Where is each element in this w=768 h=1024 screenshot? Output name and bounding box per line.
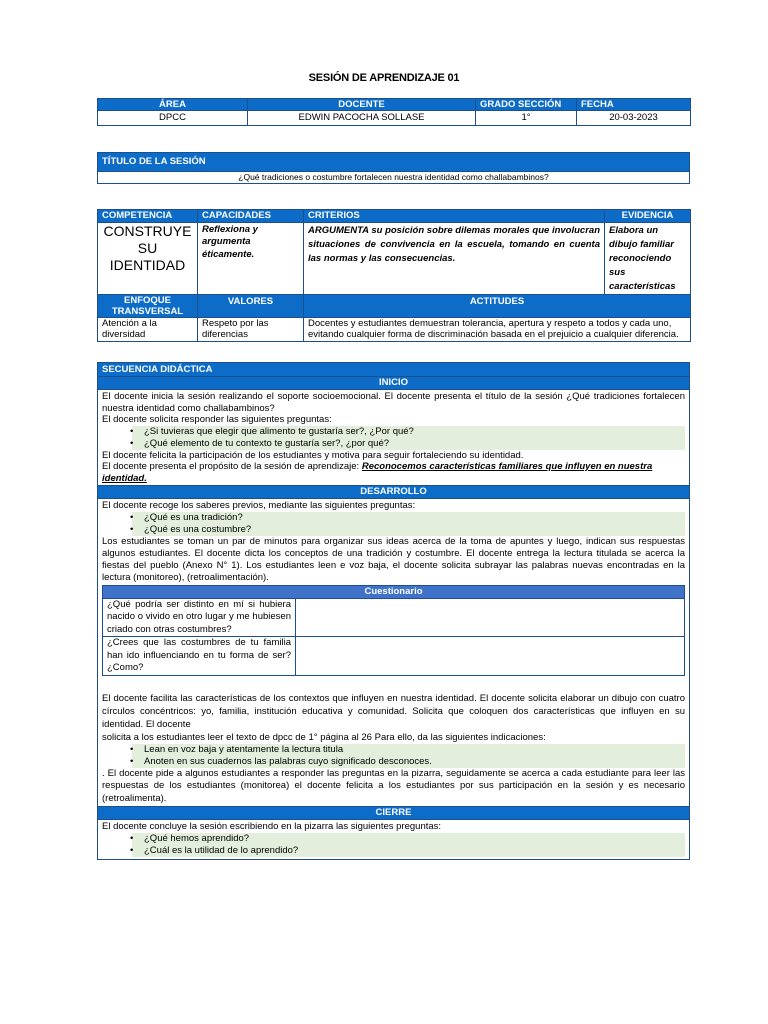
purpose-intro: El docente presenta el propósito de la sesión de aprendizaje: xyxy=(102,461,360,472)
evidencia-header: EVIDENCIA xyxy=(605,210,691,223)
cuestionario-table xyxy=(102,585,685,676)
secuencia-header: SECUENCIA DIDÁCTICA xyxy=(98,363,690,377)
cierre-bullet: • ¿Cuál es la utilidad de lo aprendido? xyxy=(132,845,685,857)
desarrollo-bullet: • Anoten en sus cuadernos las palabras cuyo significado desconoces. xyxy=(132,756,685,768)
enfoque-header: ENFOQUE TRANSVERSAL xyxy=(98,294,198,317)
document-title: SESIÓN DE APRENDIZAJE 01 xyxy=(308,72,460,84)
actitudes-header: ACTITUDES xyxy=(304,294,691,317)
session-info-table xyxy=(97,98,691,126)
evidencia-value: Elabora un dibujo familiar reconociendo sus características xyxy=(605,222,691,294)
cierre-header: CIERRE xyxy=(98,807,690,820)
inicio-bullet: • ¿Si tuvieras que elegir que alimento te gustaría ser?, ¿Por qué? xyxy=(132,426,685,438)
cuestionario-question-1: ¿Qué podría ser distinto en mí si hubiera nacido o vivido en otro lugar y me hubiesen criado con otras costumbres? xyxy=(103,598,296,637)
inicio-paragraph-2: El docente solicita responder las siguientes preguntas: xyxy=(102,414,332,425)
docente-value: EDWIN PACOCHA SOLLASE xyxy=(248,111,476,126)
area-header: ÁREA xyxy=(98,99,248,111)
desarrollo-bullet: • Lean en voz baja y atentamente la lectura titula xyxy=(132,744,685,756)
desarrollo-bullet: • ¿Qué es una costumbre? xyxy=(132,524,685,536)
session-title-header: TÍTULO DE LA SESIÓN xyxy=(98,153,690,172)
cuestionario-answer-2[interactable] xyxy=(296,637,685,676)
secuencia-table xyxy=(97,362,690,860)
desarrollo-paragraph-1: El docente recoge los saberes previos, mediante las siguientes preguntas: xyxy=(102,500,416,511)
desarrollo-paragraph-4: solicita a los estudiantes leer el texto de dpcc de 1° página al 26 Para ello, da las siguientes indicaciones: xyxy=(102,731,546,743)
grado-header: GRADO SECCIÓN xyxy=(476,99,577,111)
area-value: DPCC xyxy=(98,111,248,126)
actitudes-value: Docentes y estudiantes demuestran tolerancia, apertura y respeto a todos y cada uno, evitando cualquier forma de discriminación basada en el prejuicio a cualquier diferencia. xyxy=(304,317,691,341)
inicio-paragraph-4 xyxy=(102,461,685,484)
fecha-header: FECHA xyxy=(577,99,691,111)
purpose-highlight: Reconocemos características familiares que influyen en nuestra identidad. xyxy=(102,461,653,484)
criterios-header: CRITERIOS xyxy=(304,210,605,223)
capacidades-header: CAPACIDADES xyxy=(198,210,304,223)
cuestionario-question-2: ¿Crees que las costumbres de tu familia han ido influenciando en tu forma de ser? ¿Como? xyxy=(103,637,296,676)
cierre-paragraph-1: El docente concluye la sesión escribiendo en la pizarra las siguientes preguntas: xyxy=(102,821,442,832)
docente-header: DOCENTE xyxy=(248,99,476,111)
desarrollo-paragraph-2: Los estudiantes se toman un par de minutos para organizar sus ideas acerca de la toma de apuntes y luego, indican sus respuestas algunos estudiantes. El docente dicta los conceptos de una tradición y costumbre. El docente entrega la lectura titulada se acerca la fiestas del pueblo (Anexo N° 1). Los estudiantes leen e voz baja, el docente solicita subrayar las palabras nuevas encontradas en la lectura (monitoreo), (retroalimentación). xyxy=(102,535,685,583)
desarrollo-bullet: • ¿Qué es una tradición? xyxy=(132,512,685,524)
capacidades-value: Reflexiona y argumenta éticamente. xyxy=(198,222,304,294)
valores-header: VALORES xyxy=(198,294,304,317)
inicio-paragraph-1: El docente inicia la sesión realizando el soporte socioemocional. El docente presenta el título de la sesión ¿Qué tradiciones fortalecen nuestra identidad como challabambinos? xyxy=(102,391,685,414)
fecha-value: 20-03-2023 xyxy=(577,111,691,126)
inicio-header: INICIO xyxy=(98,377,690,390)
criterios-value: ARGUMENTA su posición sobre dilemas morales que involucran situaciones de convivencia en la escuela, tomando en cuenta las normas y las consecuencias. xyxy=(304,222,605,294)
cuestionario-answer-1[interactable] xyxy=(296,598,685,637)
session-title-value: ¿Qué tradiciones o costumbre fortalecen nuestra identidad como challabambinos? xyxy=(98,172,690,184)
inicio-bullet: • ¿Qué elemento de tu contexto te gustaría ser?, ¿por qué? xyxy=(132,438,685,450)
enfoque-value: Atención a la diversidad xyxy=(98,317,198,341)
valores-value: Respeto por las diferencias xyxy=(198,317,304,341)
session-title-table xyxy=(97,152,690,184)
inicio-paragraph-3: El docente felicita la participación de los estudiantes y motiva para seguir fortaleciendo su identidad. xyxy=(102,449,524,461)
competencia-table xyxy=(97,209,691,342)
cierre-bullet: • ¿Qué hemos aprendido? xyxy=(132,833,685,845)
cuestionario-header: Cuestionario xyxy=(103,585,685,598)
desarrollo-header: DESARROLLO xyxy=(98,486,690,499)
desarrollo-paragraph-5: . El docente pide a algunos estudiantes a responder las preguntas en la pizarra, seguidamente se acerca a cada estudiante para leer las respuestas de los estudiantes (monitorea) el docente felicita a los estudiantes por sus participación en la sesión y es necesario (retroalimenta). xyxy=(102,767,685,804)
competencia-header: COMPETENCIA xyxy=(98,210,198,223)
desarrollo-paragraph-3: El docente facilita las características de los contextos que influyen en nuestra identidad. El docente solicita elaborar un dibujo con cuatro círculos concéntricos: yo, familia, institución educativa y comunidad. Solicita que coloquen dos características que influyen en su identidad. El docente xyxy=(102,692,685,730)
competencia-value: CONSTRUYE SU IDENTIDAD xyxy=(98,222,198,294)
grado-value: 1° xyxy=(476,111,577,126)
